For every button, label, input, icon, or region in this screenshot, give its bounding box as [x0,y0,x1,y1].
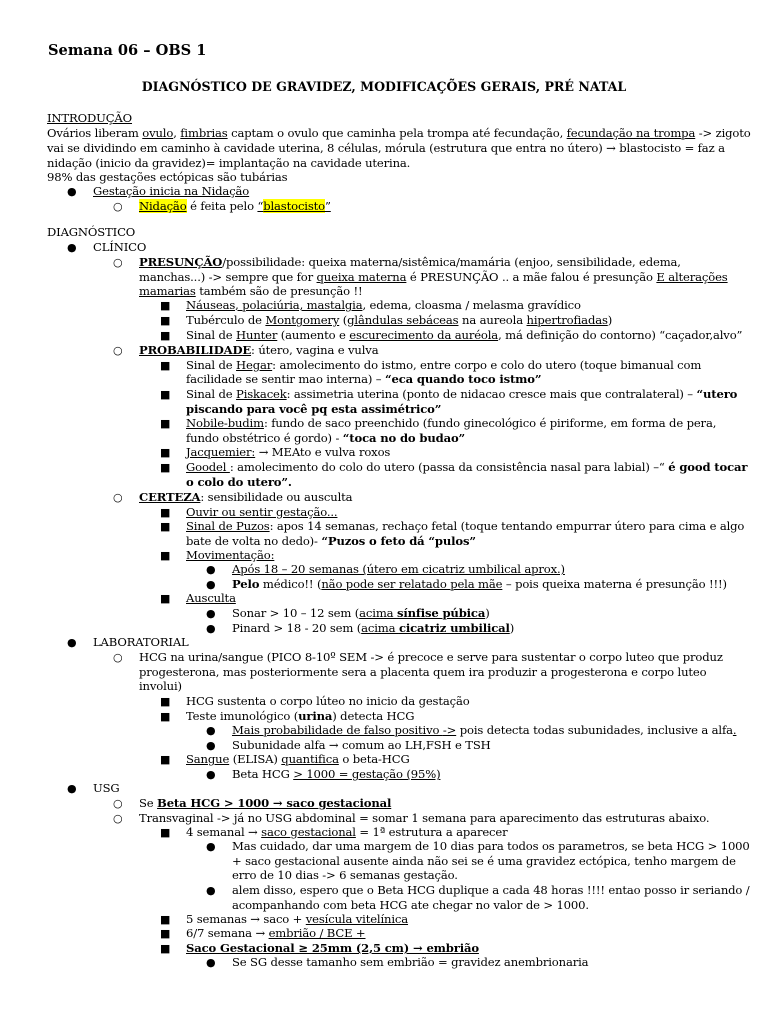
text-line [139,490,352,505]
text-span: involui) [139,679,182,693]
text-span: cicatriz umbilical [398,621,510,635]
text-line [93,635,189,650]
text-span: “utero [696,387,738,401]
text-span: Goodel [186,460,230,474]
text-span: PROBABILIDADE [139,343,252,357]
text-line [232,562,565,577]
text-line [186,416,716,431]
text-span: Piskacek [236,387,287,401]
text-span: 98% das gestações ectópicas são tubárias [47,170,288,184]
bullet-square-icon: ■ [160,710,171,723]
text-span: Sangue [186,752,230,766]
text-span: HCG sustenta o corpo lúteo no inicio da gestação [186,694,470,708]
text-span: : útero, vagina e vulva [251,343,379,357]
text-line [232,883,750,898]
text-line [232,723,736,738]
text-line [186,548,274,563]
text-span: “eca quando toco istmo” [384,372,542,386]
bullet-circle-icon: ○ [113,344,123,357]
bullet-square-icon: ■ [160,753,171,766]
text-span: “toca no do budao” [342,431,466,445]
text-line [93,781,120,796]
text-span: Tubérculo de [186,313,266,327]
text-span: Pelo [232,577,260,591]
text-span: urina [298,709,333,723]
text-span: → MEAto e vulva roxos [255,445,391,459]
text-span: Nidação [139,199,187,213]
text-span: fundo obstétrico é gordo) - [186,431,343,445]
text-span: Gestação inicia na Nidação [93,184,250,198]
bullet-square-icon: ■ [160,927,171,940]
text-span: pois detecta todas subunidades, inclusive a alfa [456,723,733,737]
text-span: Mas cuidado, dar uma margem de 10 dias para todos os parametros, se beta HCG > 1000 [232,839,750,853]
text-span: Montgomery [265,313,340,327]
text-span: E alterações [656,270,728,284]
bullet-disc-icon: ● [206,578,216,591]
text-span: Sinal de Puzos [186,519,270,533]
text-line [139,665,706,680]
text-span: o colo do utero”. [186,475,292,489]
bullet-disc-icon: ● [206,884,216,897]
text-span: bate de volta no dedo)- [186,534,322,548]
text-line [232,854,736,869]
text-line [186,912,408,927]
text-line [186,752,410,767]
text-span: vai se dividindo em caminho à cavidade uterina, 8 células, mórula (estrutura que entra no útero) → blastocisto = faz a [47,141,725,155]
text-span: : amolecimento do colo do utero (passa da consistência nasal para labial) –“ [229,460,669,474]
text-line [186,534,476,549]
text-span: é PRESUNÇÃO .. a mãe falou é presunção [406,270,657,284]
text-span: – pois queixa materna é presunção !!!) [502,577,727,591]
text-span: captam o ovulo que caminha pela trompa até fecundação, [227,126,567,140]
text-span: Pinard > 18 - 20 sem ( [232,621,362,635]
text-span: o beta-HCG [338,752,410,766]
text-line [186,298,581,313]
text-line [139,811,709,826]
text-line [232,868,458,883]
text-span: progesterona, mas posteriormente sera a placenta quem ira produzir a progesterona e corpo luteo [139,665,707,679]
text-line [186,519,744,534]
text-span: ( [339,313,348,327]
bullet-square-icon: ■ [160,446,171,459]
text-span: Ovários liberam [47,126,143,140]
text-line [93,240,146,255]
text-span: HCG na urina/sangue (PICO 8-10º SEM -> é precoce e serve para sustentar o corpo luteo que produz [139,650,723,664]
bullet-square-icon: ■ [160,695,171,708]
text-span: Ouvir ou sentir gestação... [186,505,338,519]
text-span: -> zigoto [695,126,751,140]
text-line [232,955,588,970]
text-span: INTRODUÇÃO [47,111,133,125]
text-line [139,796,391,811]
text-span: LABORATORIAL [93,635,189,649]
text-line [47,141,725,156]
text-span: nidação (inicio da gravidez)= implantação na cavidade uterina. [47,156,411,170]
text-span: “Puzos o feto dá “pulos” [321,534,476,548]
bullet-square-icon: ■ [160,520,171,533]
text-span: vesícula vitelínica [305,912,409,926]
text-span: facilidade se sentir mao interna) – [186,372,385,386]
text-line [186,358,701,373]
bullet-disc-icon: ● [206,739,216,752]
text-span: -> [442,723,457,737]
text-line [186,313,612,328]
bullet-square-icon: ■ [160,506,171,519]
bullet-disc-icon: ● [206,768,216,781]
text-line [232,839,750,854]
text-line [139,255,681,270]
text-line [232,898,589,913]
text-span: + saco gestacional ausente ainda não sei se é uma gravidez ectópica, tenho margem de [232,854,736,868]
text-span: DIAGNÓSTICO [47,225,136,239]
bullet-disc-icon: ● [206,563,216,576]
text-line [186,591,236,606]
bullet-square-icon: ■ [160,826,171,839]
text-span: Beta HCG > 1000 → saco gestacional [157,796,392,810]
text-span: > 1000 = gestação (95%) [293,767,441,781]
text-span: Movimentação: [186,548,275,562]
text-span: ) [607,313,613,327]
document-subtitle: DIAGNÓSTICO DE GRAVIDEZ, MODIFICAÇÕES GERAIS, PRÉ NATAL [141,79,627,94]
bullet-circle-icon: ○ [113,491,123,504]
text-span: “ [257,199,264,213]
text-span: : assimetria uterina (ponto de nidacao cresce mais que contralateral) – [286,387,697,401]
text-span: 4 semanal → [186,825,262,839]
text-line [186,694,470,709]
bullet-square-icon: ■ [160,913,171,926]
text-line [232,767,440,782]
text-span: Hunter [236,328,278,342]
text-span: saco gestacional [261,825,356,839]
text-span: médico!! ( [259,577,322,591]
text-span: sínfise púbica [396,606,486,620]
text-span: CLÍNICO [93,240,147,254]
text-span: alem disso, espero que o Beta HCG duplique a cada 48 horas !!!! entao posso ir seriando / [232,883,750,897]
text-line [139,199,331,214]
bullet-disc-icon: ● [67,185,77,198]
text-span: Subunidade alfa → comum ao LH,FSH e TSH [232,738,491,752]
bullet-disc-icon: ● [206,622,216,635]
text-line [186,709,414,724]
text-span: = 1ª estrutura a aparecer [355,825,508,839]
text-span: , [173,126,181,140]
text-span: (ELISA) [229,752,282,766]
text-span: Hegar [236,358,273,372]
text-span: : fundo de saco preenchido (fundo ginecológico é piriforme, em forma de pera, [263,416,717,430]
text-span: mamarias [139,284,196,298]
text-span: Beta HCG [232,767,294,781]
text-line [186,372,541,387]
text-line [47,170,287,185]
text-span: /possibilidade: queixa materna/sistêmica/mamária (enjoo, sensibilidade, edema, [222,255,681,269]
bullet-disc-icon: ● [206,956,216,969]
text-span: ) [509,621,515,635]
text-span: PRESUNÇÃO [139,255,223,269]
bullet-circle-icon: ○ [113,200,123,213]
text-span: erro de 10 dias -> 6 semanas gestação. [232,868,458,882]
text-line [232,738,491,753]
bullet-disc-icon: ● [206,724,216,737]
text-line [139,679,182,694]
text-span: manchas...) -> sempre que for [139,270,317,284]
bullet-square-icon: ■ [160,359,171,372]
bullet-square-icon: ■ [160,417,171,430]
text-span: acima [359,606,397,620]
text-line [139,284,363,299]
text-span: escurecimento da auréola [349,328,499,342]
text-span: 5 semanas → saco + [186,912,306,926]
text-line [186,387,737,402]
text-span: 6/7 semana → [186,926,269,940]
bullet-disc-icon: ● [67,241,77,254]
text-line [93,184,249,199]
text-span: é feita pelo [186,199,258,213]
text-span: fimbrias [180,126,228,140]
text-line [232,577,727,592]
text-span: blastocisto [263,199,325,213]
text-span: embrião / BCE + [268,926,366,940]
text-span: Saco Gestacional ≥ 25mm (2,5 cm) → embrião [186,941,479,955]
text-span: , má definição do contorno) “caçador,alvo” [498,328,743,342]
text-span: (aumento e [277,328,350,342]
text-span: Mais probabilidade de falso positivo [232,723,443,737]
text-span: Se [139,796,158,810]
text-span: Sonar > 10 – 12 sem ( [232,606,360,620]
text-span: na aureola [458,313,527,327]
text-span: também são de presunção !! [195,284,363,298]
bullet-circle-icon: ○ [113,256,123,269]
bullet-circle-icon: ○ [113,797,123,810]
text-span: queixa materna [316,270,407,284]
text-line [47,156,410,171]
text-span: Sinal de [186,358,237,372]
text-span: USG [93,781,120,795]
page-title: Semana 06 – OBS 1 [48,42,207,59]
text-span: Sinal de [186,328,237,342]
text-line [186,941,479,956]
text-span: ) detecta HCG [332,709,415,723]
text-span: Sinal de [186,387,237,401]
text-span: hipertrofiadas [526,313,608,327]
text-span: . [732,723,737,737]
text-span: Transvaginal -> já no USG abdominal = somar 1 semana para aparecimento das estruturas abaixo. [139,811,710,825]
text-span: , edema, cloasma / melasma gravídico [362,298,581,312]
text-span: quantifica [281,752,339,766]
bullet-disc-icon: ● [206,607,216,620]
bullet-square-icon: ■ [160,314,171,327]
bullet-square-icon: ■ [160,299,171,312]
text-span: acompanhando com beta HCG ate chegar no valor de > 1000. [232,898,589,912]
bullet-disc-icon: ● [67,636,77,649]
bullet-disc-icon: ● [67,782,77,795]
text-line [232,606,490,621]
bullet-square-icon: ■ [160,329,171,342]
bullet-square-icon: ■ [160,461,171,474]
bullet-square-icon: ■ [160,549,171,562]
text-span: acima [361,621,399,635]
text-span: é good tocar [668,460,748,474]
text-span: Teste imunológico ( [186,709,299,723]
text-span: : sensibilidade ou ausculta [200,490,353,504]
text-line [139,343,378,358]
text-span: piscando para você pq esta assimétrico” [186,402,442,416]
text-span: CERTEZA [139,490,201,504]
text-span: glândulas sebáceas [347,313,459,327]
text-line [139,650,723,665]
bullet-square-icon: ■ [160,942,171,955]
text-line [47,225,135,240]
text-line [186,825,508,840]
text-line [186,328,742,343]
text-line [186,475,292,490]
text-line [186,402,441,417]
text-span: não pode ser relatado pela mãe [321,577,503,591]
text-line [47,126,751,141]
text-line [139,270,728,285]
text-span: ” [325,199,331,213]
text-span: : apos 14 semanas, rechaço fetal (toque tentando empurrar útero para cima e algo [269,519,745,533]
bullet-circle-icon: ○ [113,812,123,825]
text-span: Ausculta [186,591,236,605]
text-span: fecundação na trompa [566,126,696,140]
text-line [186,926,366,941]
bullet-circle-icon: ○ [113,651,123,664]
text-span: Nobile-budim [186,416,264,430]
bullet-square-icon: ■ [160,592,171,605]
text-line [232,621,514,636]
text-line [186,460,747,475]
text-line [47,111,132,126]
text-span: : amolecimento do istmo, entre corpo e colo do utero (toque bimanual com [272,358,702,372]
text-span: Após 18 – 20 semanas (útero em cicatriz umbilical aprox.) [232,562,565,576]
text-span: Se SG desse tamanho sem embrião = gravidez anembrionaria [232,955,589,969]
text-span: ovulo [142,126,174,140]
text-line [186,505,337,520]
bullet-square-icon: ■ [160,388,171,401]
text-line [186,431,465,446]
text-span: Náuseas, polaciúria, mastalgia [186,298,363,312]
text-span: ) [485,606,490,620]
text-line [186,445,390,460]
bullet-disc-icon: ● [206,840,216,853]
text-span: Jacquemier: [186,445,256,459]
